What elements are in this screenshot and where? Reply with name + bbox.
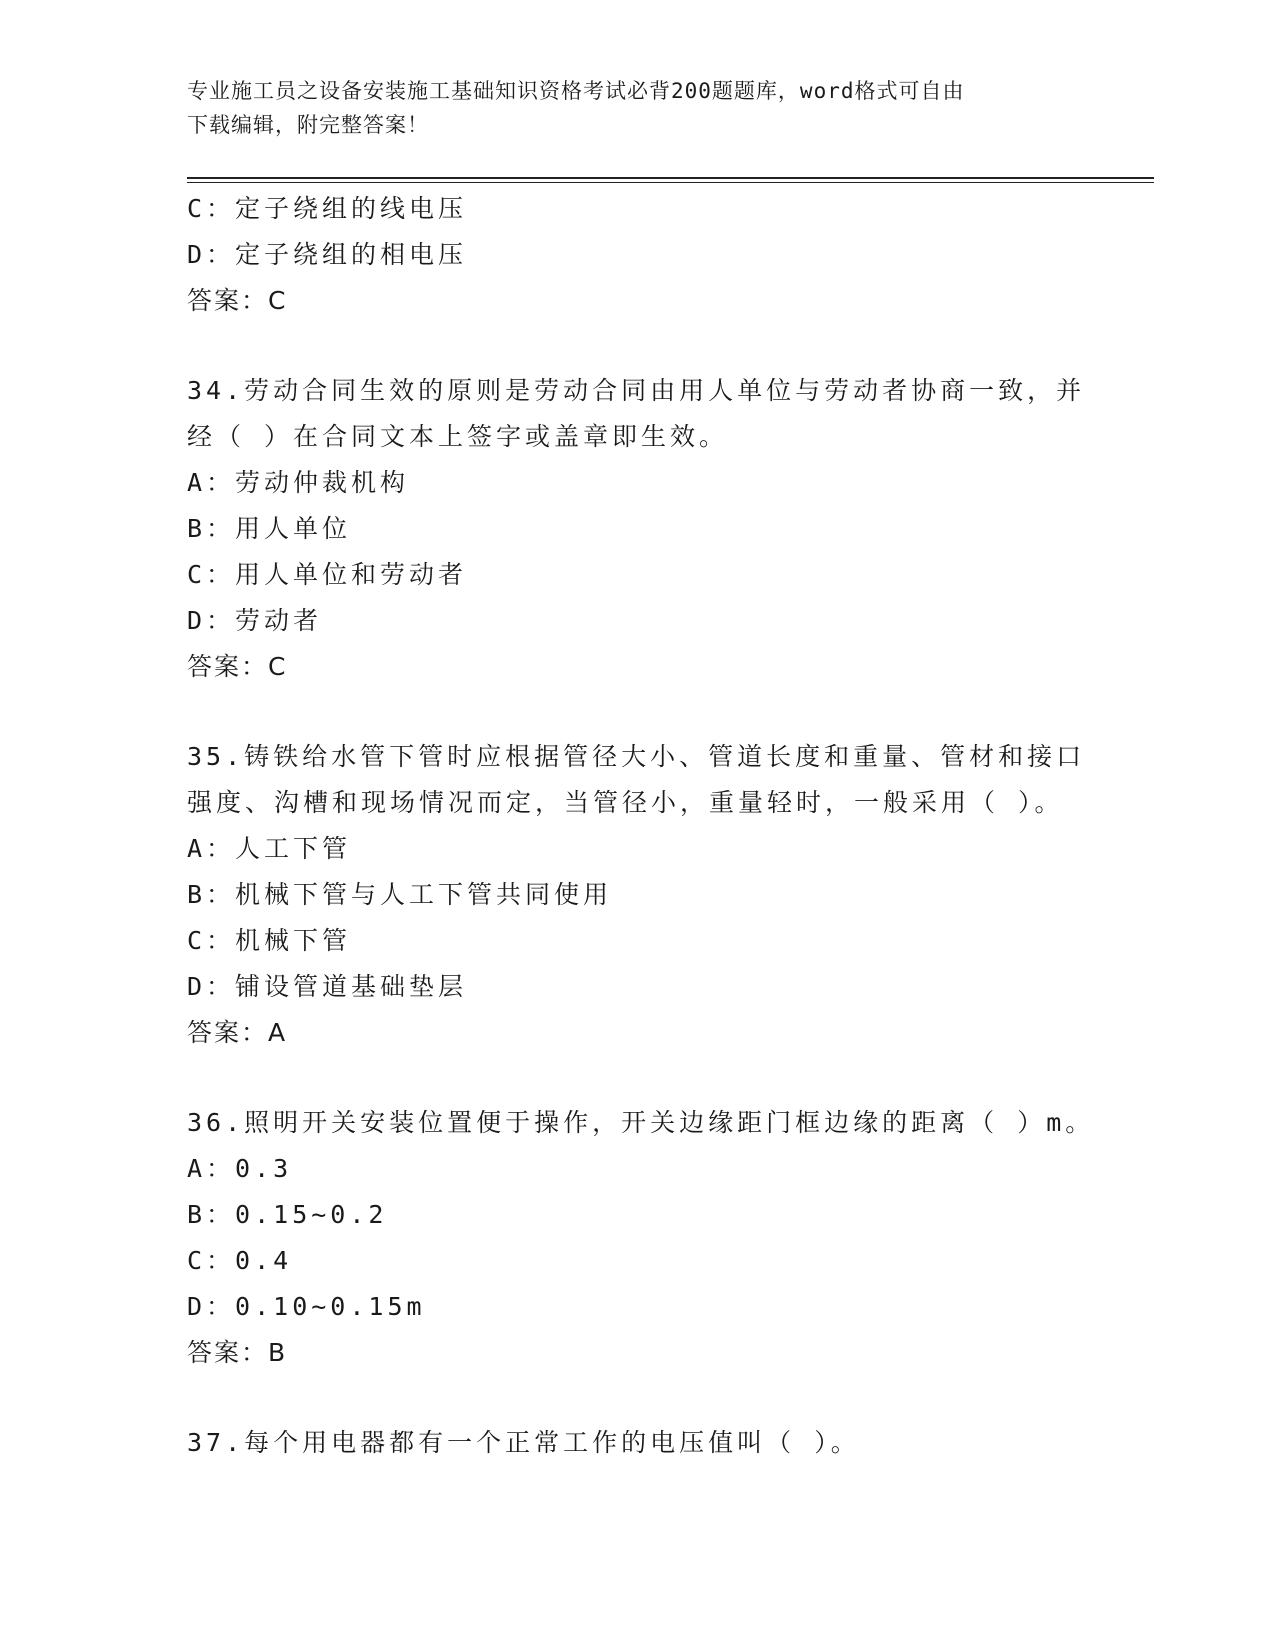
option-d: D：定子绕组的相电压	[187, 240, 468, 269]
question-block-34	[187, 368, 1087, 690]
option-c: C：机械下管	[187, 926, 352, 955]
option-d: D：铺设管道基础垫层	[187, 972, 468, 1001]
question-list	[187, 186, 1095, 1466]
option-a: A：人工下管	[187, 834, 352, 863]
header-line-1: 专业施工员之设备安装施工基础知识资格考试必背200题题库，word格式可自由	[187, 79, 965, 103]
header-line-2: 下载编辑，附完整答案！	[187, 113, 429, 137]
option-b: B：用人单位	[187, 514, 352, 543]
question-stem: 35.铸铁给水管下管时应根据管径大小、管道长度和重量、管材和接口	[187, 742, 1086, 771]
option-a: A：0.3	[187, 1154, 293, 1183]
question-stem: 经（ ）在合同文本上签字或盖章即生效。	[187, 422, 729, 451]
question-block-37	[187, 1420, 1087, 1466]
option-d: D：劳动者	[187, 606, 323, 635]
option-d: D：0.10~0.15m	[187, 1292, 426, 1321]
option-c: C：0.4	[187, 1246, 293, 1275]
question-stem: 34.劳动合同生效的原则是劳动合同由用人单位与劳动者协商一致，并	[187, 376, 1086, 405]
question-block-36	[187, 1100, 1095, 1376]
header-divider-thick	[187, 177, 1154, 179]
answer-line: 答案：A	[187, 1018, 288, 1047]
answer-line: 答案：C	[187, 286, 288, 315]
option-c: C：定子绕组的线电压	[187, 194, 468, 223]
question-stem: 强度、沟槽和现场情况而定，当管径小，重量轻时，一般采用（ ）。	[187, 788, 1064, 817]
option-a: A：劳动仲裁机构	[187, 468, 410, 497]
option-b: B：0.15~0.2	[187, 1200, 388, 1229]
option-c: C：用人单位和劳动者	[187, 560, 468, 589]
option-b: B：机械下管与人工下管共同使用	[187, 880, 613, 909]
answer-line: 答案：B	[187, 1338, 288, 1367]
answer-line: 答案：C	[187, 652, 288, 681]
question-stem: 37.每个用电器都有一个正常工作的电压值叫（ ）。	[187, 1428, 860, 1457]
document-header	[187, 74, 1087, 142]
question-block-35	[187, 734, 1087, 1056]
question-stem: 36.照明开关安装位置便于操作，开关边缘距门框边缘的距离（ ）m。	[187, 1108, 1095, 1137]
header-divider-thin	[187, 182, 1154, 183]
question-block-33	[187, 186, 1087, 324]
